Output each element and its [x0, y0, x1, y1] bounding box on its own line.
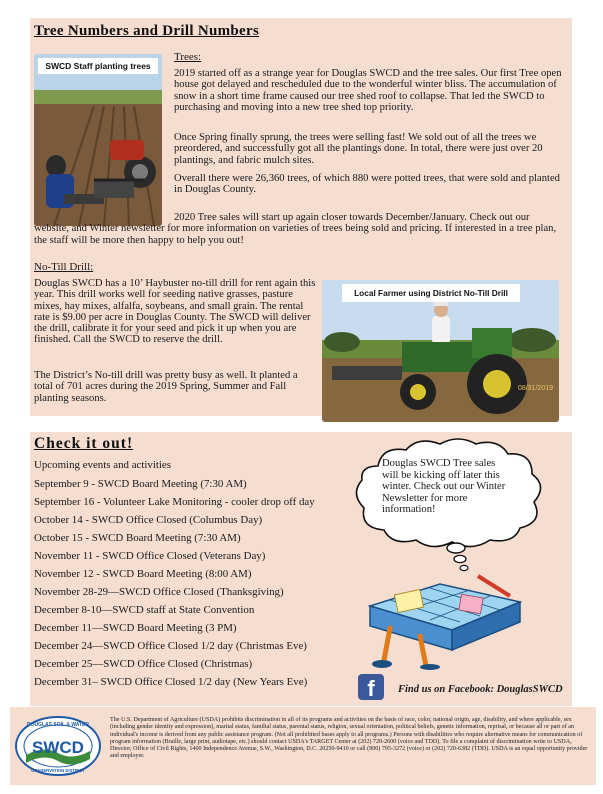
check-it-out-section — [30, 432, 572, 706]
event-item: December 24—SWCD Office Closed 1/2 day (Christmas Eve) — [34, 640, 307, 652]
section-title-check: Check it out! — [34, 435, 134, 452]
trees-paragraph-3: Overall there were 26,360 trees, of which 880 were potted trees, that were sold and planted in Douglas County. — [174, 173, 560, 196]
photo-date-stamp: 08/31/2019 — [517, 385, 553, 392]
logo-main-text: SWCD — [32, 738, 84, 757]
logo-top-text: DOUGLAS SOIL & WATER — [26, 722, 90, 728]
drill-subheading: No-Till Drill: — [34, 261, 94, 273]
event-item: November 11 - SWCD Office Closed (Veterans Day) — [34, 550, 266, 562]
footer — [10, 707, 596, 785]
event-item: November 28-29—SWCD Office Closed (Thanksgiving) — [34, 586, 284, 598]
facebook-link[interactable]: Find us on Facebook: DouglasSWCD — [398, 684, 563, 695]
event-item: October 14 - SWCD Office Closed (Columbus Day) — [34, 514, 263, 526]
trees-drill-section — [30, 18, 572, 416]
trees-paragraph-2: Once Spring finally sprung, the trees were selling fast! We sold out of all the trees we preordered, and successfully got all the plantings done. In total, there were just over 20 plantings, and fabric mulch sites. — [174, 132, 543, 166]
farmer-drill-photo — [322, 280, 559, 422]
trees-paragraph-4: 2020 Tree sales will start up again closer towards December/January. Check out our website, and Winter newsletter for more information on varieties of trees being sold and pricing. If interested in a tree plan, the staff will be more then happy to help you out! — [34, 212, 557, 246]
event-item: December 8-10—SWCD staff at State Convention — [34, 604, 255, 616]
event-item: November 12 - SWCD Board Meeting (8:00 AM) — [34, 568, 252, 580]
event-item: September 16 - Volunteer Lake Monitoring - cooler drop off day — [34, 496, 315, 508]
staff-planting-photo — [34, 54, 162, 226]
staff-photo-caption: SWCD Staff planting trees — [38, 58, 158, 74]
staff-planting-illustration — [34, 54, 162, 226]
usda-disclaimer: The U.S. Department of Agriculture (USDA) prohibits discrimination in all of its programs and activities on the basis of race, color, national origin, age, disability, and where applicable, sex (including gender identity and expression), marital status, familial status, parental status, religion, sexual orientation, political beliefs, genetic information, reprisal, or because all or part of an individual's income is derived from any public assistance program. (Not all prohibited bases apply to all programs.) Persons with disabilities who require alternative means for communication of program information (Braille, large print, audiotape, etc.) should contact USDA's TARGET Center at (202) 720-2600 (voice and TDD). To file a complaint of discrimination write to USDA, Director, Office of Civil Rights, 1400 Independence Avenue, S.W., Washington, D.C. 20250-9410 or call (800) 795-3272 (voice) or (202) 720-6382 (TDD). USDA is an equal opportunity provider and employer. — [110, 717, 588, 760]
event-item: December 25—SWCD Office Closed (Christmas) — [34, 658, 253, 670]
swcd-logo-mark — [14, 715, 102, 777]
event-item: October 15 - SWCD Board Meeting (7:30 AM) — [34, 532, 241, 544]
event-item: September 9 - SWCD Board Meeting (7:30 AM) — [34, 478, 247, 490]
farmer-photo-caption: Local Farmer using District No-Till Drill — [342, 284, 520, 302]
facebook-icon[interactable]: f — [358, 674, 384, 700]
drill-paragraph-1: Douglas SWCD has a 10’ Haybuster no-till drill for rent again this year. This drill works well for seeding native grasses, pasture mixes, hay mixes, alfalfa, soybeans, and small grain. The rental rate is $9.00 per acre in Douglas County. The SWCD will deliver the drill, calibrate it for your seed and pick it up when you are finished. Call the SWCD to reserve the drill. — [34, 278, 316, 346]
event-item: December 11—SWCD Board Meeting (3 PM) — [34, 622, 237, 634]
swcd-logo — [14, 715, 102, 777]
events-intro: Upcoming events and activities — [34, 459, 172, 471]
cloud-message: Douglas SWCD Tree sales will be kicking off later this winter. Check out our Winter Newsletter for more information! — [382, 458, 506, 516]
planner-book-icon — [360, 566, 530, 670]
section-title-trees: Tree Numbers and Drill Numbers — [34, 23, 260, 39]
planner-clipart — [360, 566, 530, 670]
event-item: December 31– SWCD Office Closed 1/2 day (New Years Eve) — [34, 676, 308, 688]
drill-paragraph-2: The District’s No-till drill was pretty busy as well. It planted a total of 701 acres during the 2019 Spring, Summer and Fall planting seasons. — [34, 370, 298, 404]
logo-bottom-text: CONSERVATION DISTRICT — [31, 768, 85, 773]
trees-paragraph-1: 2019 started off as a strange year for Douglas SWCD and the tree sales. Our first Tree open house got delayed and rescheduled due to the wonderful winter bliss. The accumulation of snow in a short time frame caused our tree shed roof to collapse. That led the SWCD to purchasing and moving into a new tree shed top priority. — [174, 68, 562, 113]
trees-subheading: Trees: — [174, 51, 202, 63]
thought-cloud — [348, 436, 554, 574]
